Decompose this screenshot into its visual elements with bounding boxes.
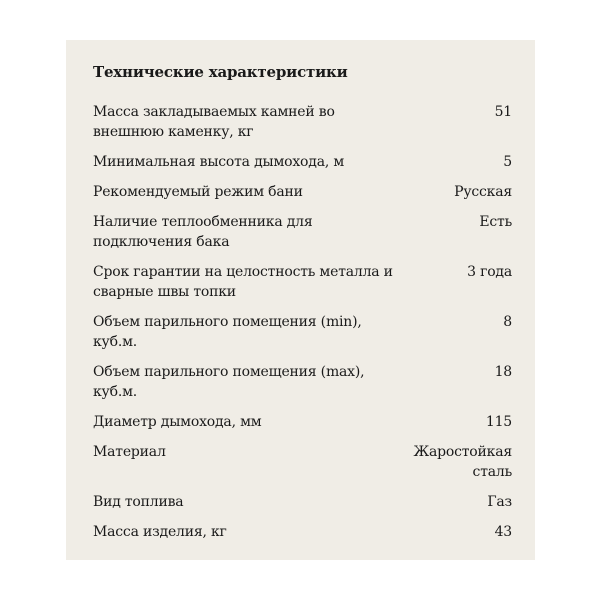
spec-label: Рекомендуемый режим бани [93, 184, 303, 200]
spec-row-material [93, 442, 512, 482]
spec-label: Масса изделия, кг [93, 524, 227, 540]
spec-label: Материал [93, 444, 166, 460]
spec-value: 51 [494, 104, 512, 120]
spec-row-heat-exchanger [93, 212, 512, 252]
spec-row-bath-mode [93, 182, 512, 202]
specs-panel [66, 40, 535, 560]
spec-value: 8 [503, 314, 512, 330]
spec-row-room-volume-max [93, 362, 512, 402]
spec-value: Есть [479, 214, 512, 230]
spec-list [93, 102, 512, 542]
spec-label: Вид топлива [93, 494, 184, 510]
spec-value: Газ [487, 494, 512, 510]
spec-label: Объем парильного помещения (max), куб.м. [93, 364, 365, 400]
spec-label: Наличие теплообменника для подключения бака [93, 214, 313, 250]
spec-label: Объем парильного помещения (min), куб.м. [93, 314, 362, 350]
spec-row-fuel-type [93, 492, 512, 512]
spec-value: Русская [454, 184, 512, 200]
spec-value: 43 [494, 524, 512, 540]
spec-label: Диаметр дымохода, мм [93, 414, 262, 430]
spec-row-product-mass [93, 522, 512, 542]
spec-value: 18 [494, 364, 512, 380]
spec-row-stone-mass [93, 102, 512, 142]
spec-label: Срок гарантии на целостность металла и сварные швы топки [93, 264, 393, 300]
spec-label: Минимальная высота дымохода, м [93, 154, 345, 170]
spec-row-chimney-diameter [93, 412, 512, 432]
spec-value: Жаростойкая сталь [413, 444, 512, 480]
spec-row-room-volume-min [93, 312, 512, 352]
spec-value: 115 [485, 414, 512, 430]
spec-row-min-chimney-height [93, 152, 512, 172]
spec-row-warranty [93, 262, 512, 302]
spec-label: Масса закладываемых камней во внешнюю каменку, кг [93, 104, 335, 140]
spec-value: 3 года [467, 264, 512, 280]
spec-value: 5 [503, 154, 512, 170]
specs-title: Технические характеристики [93, 63, 348, 81]
